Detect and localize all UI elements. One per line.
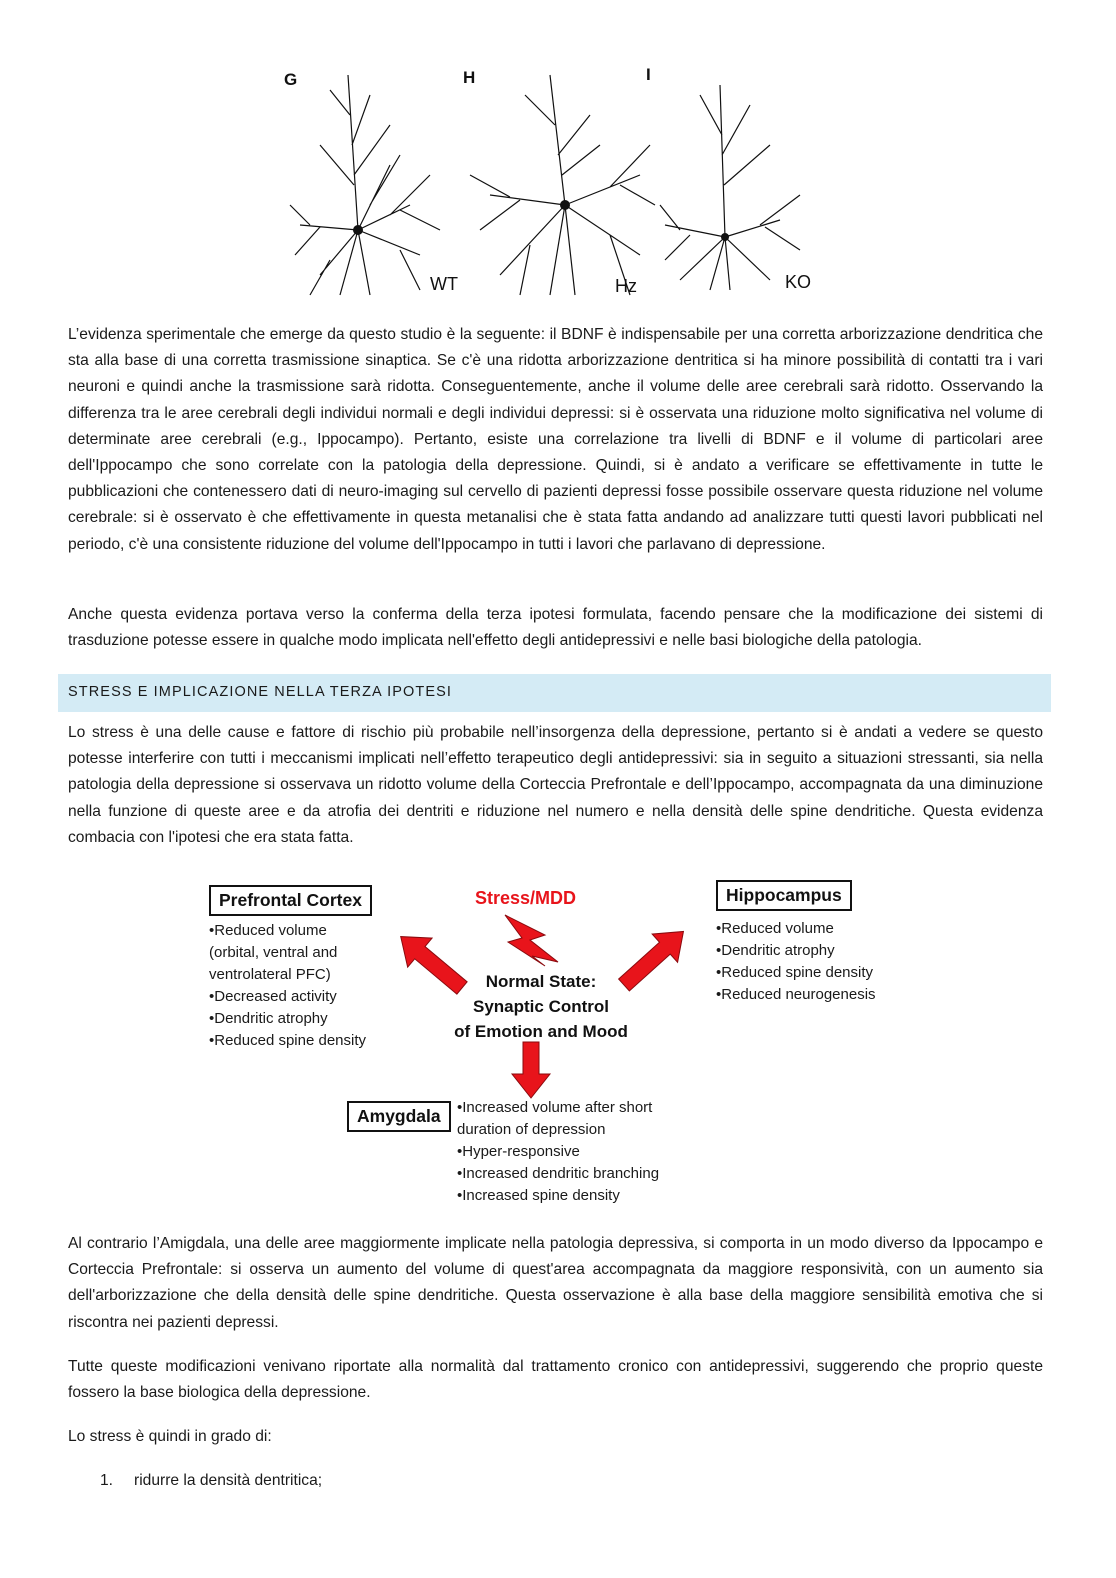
- list-item-text: ridurre la densità dentritica;: [134, 1472, 323, 1489]
- normal-state-line-1: Normal State:: [485, 972, 597, 991]
- section-heading: STRESS E IMPLICAZIONE NELLA TERZA IPOTESI: [68, 684, 453, 700]
- paragraph-stress: Lo stress è una delle cause e fattore di rischio più probabile nell’insorgenza della depressione, pertanto si è andati a vedere se questo potesse interferire con tutti i meccanismi implicati nell’effetto terapeutico degli antidepressivi: sia in seguito a situazioni stressanti, sia nella patologia della depressione si osservava un ridotto volume della Corteccia Prefrontale e dell’Ippocampo, accompagnata da una diminuzione nella funzione di queste aree e da atrofia dei dentriti e riduzione nel numero e nella densità delle spine dendritiche. Questa evidenza combacia con l'ipotesi che era stata fatta.: [68, 724, 1043, 846]
- list-item: •Reduced volume: [716, 920, 834, 937]
- prefrontal-cortex-list: [209, 920, 366, 1052]
- list-item: (orbital, ventral and: [209, 944, 338, 961]
- lightning-bolt-icon: [505, 915, 558, 966]
- list-item: •Reduced spine density: [209, 1032, 367, 1049]
- list-item: •Dendritic atrophy: [716, 942, 835, 959]
- neuron-panel-i: [646, 65, 811, 292]
- list-item: •Reduced neurogenesis: [716, 986, 876, 1003]
- neuron-panel-g: [284, 70, 458, 295]
- list-item: ventrolateral PFC): [209, 966, 331, 983]
- amygdala-list: [457, 1097, 659, 1207]
- stress-effects-list: [100, 1468, 322, 1494]
- panel-letter-h: H: [463, 68, 476, 87]
- stress-mdd-diagram: [200, 870, 900, 1215]
- paragraph-stress-effects-intro: Lo stress è quindi in grado di:: [68, 1428, 272, 1445]
- neuron-panel-h: [463, 68, 655, 296]
- panel-type-hz: Hz: [615, 276, 637, 296]
- paragraph-amygdala: Al contrario l’Amigdala, una delle aree maggiormente implicate nella patologia depressiva, si comporta in un modo diverso da Ippocampo e Corteccia Prefrontale: si osserva un aumento del volume di quest'area accompagnata da maggiore responsività, con un aumento sia dell'arborizzazione che della densità delle spine dendritiche. Questa osservazione è alla base della maggiore sensibilità emotiva che si riscontra nei pazienti depressi.: [68, 1235, 1043, 1331]
- stress-mdd-label: Stress/MDD: [475, 888, 577, 908]
- normal-state-line-3: of Emotion and Mood: [454, 1022, 628, 1041]
- panel-letter-g: G: [284, 70, 298, 89]
- hippocampus-box: Hippocampus: [716, 880, 852, 911]
- list-item: •Hyper-responsive: [457, 1143, 580, 1160]
- list-item: •Increased dendritic branching: [457, 1165, 660, 1182]
- list-item: •Dendritic atrophy: [209, 1010, 328, 1027]
- paragraph-bdnf-evidence: L’evidenza sperimentale che emerge da questo studio è la seguente: il BDNF è indispensabile per una corretta arborizzazione dendritica che sta alla base di una corretta trasmissione sinaptica. Se c'è una ridotta arborizzazione dentritica si ha minore possibilità di contatti tra i vari neuroni e quindi anche la trasmissione sarà ridotta. Conseguentemente, anche il volume delle aree cerebrali sarà ridotto. Osservando la differenza tra le aree cerebrali degli individui normali e degli individui depressi: si è osservata una riduzione molto significativa nel volume di determinate aree cerebrali (e.g., Ippocampo). Pertanto, esiste una correlazione tra livelli di BDNF e il volume di particolari aree dell'Ippocampo che sono correlate con la patologia della depressione. Quindi, si è andato a verificare se effettivamente in tutte le pubblicazioni che contenessero dati di neuro-imaging sul cervello di pazienti depressi fosse possibile osservare questa riduzione nel volume cerebrale: si è osservato è che effettivamente in questa metanalisi che è stata fatta andando ad analizzare tutti questi lavori pubblicati nel periodo, c'è una consistente riduzione del volume dell'Ippocampo in tutti i lavori che parlavano di depressione.: [68, 326, 1043, 553]
- list-item: •Reduced volume: [209, 922, 327, 939]
- list-item: •Increased volume after short: [457, 1099, 653, 1116]
- list-item: •Reduced spine density: [716, 964, 874, 981]
- paragraph-antidepressants: Tutte queste modificazioni venivano riportate alla normalità dal trattamento cronico con antidepressivi, suggerendo che proprio queste fossero la base biologica della depressione.: [68, 1358, 1043, 1402]
- arrow-to-amygdala-icon: [512, 1042, 550, 1098]
- list-item: •Decreased activity: [209, 988, 337, 1005]
- paragraph-third-hypothesis: Anche questa evidenza portava verso la conferma della terza ipotesi formulata, facendo pensare che la modificazione dei sistemi di trasduzione potesse essere in qualche modo implicata nell'effetto degli antidepressivi e nelle basi biologiche della patologia.: [68, 606, 1043, 650]
- amygdala-box: Amygdala: [347, 1101, 451, 1132]
- panel-letter-i: I: [646, 65, 651, 84]
- section-heading-bar: [58, 674, 1051, 712]
- hippocampus-list: [716, 918, 876, 1006]
- list-item: [100, 1468, 322, 1494]
- normal-state-line-2: Synaptic Control: [472, 997, 609, 1016]
- prefrontal-cortex-box: Prefrontal Cortex: [209, 885, 372, 916]
- neuron-morphology-figure: [270, 55, 830, 305]
- list-item: duration of depression: [457, 1121, 606, 1138]
- normal-state-label: [430, 969, 652, 1044]
- panel-type-wt: WT: [430, 274, 458, 294]
- list-item: •Increased spine density: [457, 1187, 620, 1204]
- list-item-number: 1.: [100, 1472, 114, 1489]
- panel-type-ko: KO: [785, 272, 812, 292]
